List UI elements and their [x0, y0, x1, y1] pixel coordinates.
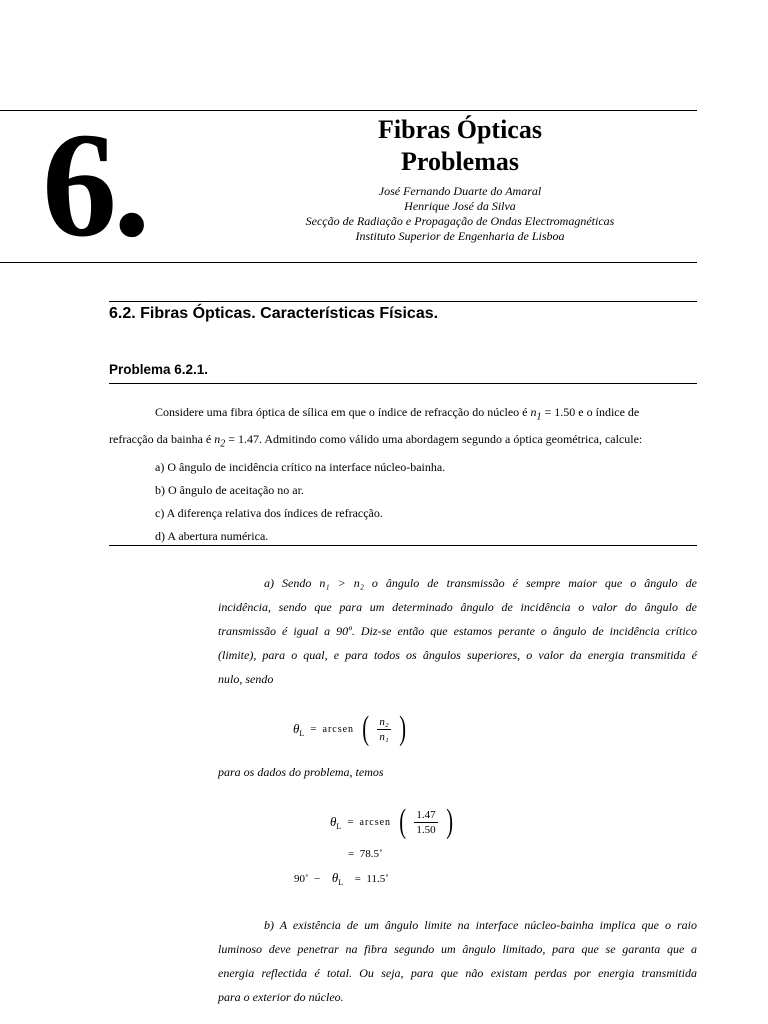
problem-bottom-rule — [109, 545, 697, 546]
answer-b-line-2: luminoso deve penetrar na fibra segundo um ângulo limitado, para que se garanta que a — [218, 942, 697, 956]
answer-b-line-1: b) A existência de um ângulo limite na interface núcleo-bainha implica que o raio — [264, 918, 697, 932]
critical-angle-result: = 78.5˚ — [348, 848, 383, 860]
denominator: 1.50 — [416, 823, 436, 836]
theta-symbol: $\theta_L$ — [330, 813, 342, 831]
affiliation-institute: Instituto Superior de Engenharia de Lisboa — [355, 229, 565, 243]
answer-a-line-4: (limite), para o qual, e para todos os ângulos superiores, o valor da energia transmitida é — [218, 648, 697, 662]
equation-result-critical — [348, 848, 383, 860]
answer-a-line-2: incidência, sendo que para um determinado ângulo de incidência o valor do ângulo de — [218, 600, 697, 614]
author-2: Henrique José da Silva — [404, 199, 516, 213]
question-c: c) A diferença relativa dos índices de refracção. — [155, 505, 383, 520]
statement-line-2: refracção da bainha é $n_2 = 1.47$. Admitindo como válido uma abordagem segundo a óptica geométrica, calcule: — [109, 432, 643, 450]
equals-sign: = — [347, 816, 354, 828]
arcsen-function: arcsen — [359, 816, 392, 828]
complement-prefix: 90˚ − — [294, 872, 326, 885]
author-1: José Fernando Duarte do Amaral — [378, 184, 542, 198]
equation-critical-angle — [293, 712, 408, 746]
problem-statement — [109, 401, 697, 548]
arcsen-function: arcsen — [322, 723, 355, 735]
answer-a-line-5: nulo, sendo — [218, 672, 274, 686]
answer-a-line-3: transmissão é igual a 90º. Diz-se então que estamos perante o ângulo de incidência crítico — [218, 624, 697, 638]
answer-a-line-1: a) Sendo n₁ > n₂ o ângulo de transmissão é sempre maior que o ângulo de — [264, 576, 697, 590]
problem-title: Problema 6.2.1. — [109, 362, 209, 377]
fraction-n2-over-n1 — [377, 715, 390, 744]
theta-symbol: $\theta_L$ — [293, 720, 305, 738]
denominator: n₁ — [379, 730, 389, 743]
numerator: n₂ — [379, 715, 389, 728]
question-d: d) A abertura numérica. — [155, 528, 269, 543]
equation-critical-angle-values — [330, 805, 455, 839]
left-paren: ( — [399, 803, 407, 840]
chapter-title-line2: Problemas — [401, 147, 519, 176]
theta-symbol: $\theta_L$ — [331, 870, 344, 887]
left-paren: ( — [362, 710, 370, 747]
complement-result: = 11.5˚ — [349, 872, 389, 885]
chapter-number: 6. — [42, 102, 147, 268]
equation-complement — [294, 870, 389, 887]
fraction-values — [414, 808, 437, 837]
affiliation-section: Secção de Radiação e Propagação de Ondas Electromagnéticas — [305, 214, 615, 228]
equals-sign: = — [310, 723, 317, 735]
right-paren: ) — [398, 710, 406, 747]
answer-a-between — [218, 760, 697, 784]
answer-a-text — [218, 571, 697, 691]
answer-b-line-4: para o exterior do núcleo. — [218, 990, 344, 1004]
section-title: 6.2. Fibras Ópticas. Características Físicas. — [109, 305, 439, 322]
chapter-title-line1: Fibras Ópticas — [378, 115, 542, 144]
question-a: a) O ângulo de incidência crítico na interface núcleo-bainha. — [155, 459, 446, 474]
author-block — [240, 184, 680, 244]
section-top-rule — [109, 301, 697, 302]
numerator: 1.47 — [416, 808, 436, 821]
answer-b-line-3: energia reflectida é total. Ou seja, para que não existam perdas por energia transmitida — [218, 966, 697, 980]
problem-top-rule — [109, 383, 697, 384]
between-line: para os dados do problema, temos — [218, 765, 384, 779]
statement-line-1: Considere uma fibra óptica de sílica em que o índice de refracção do núcleo é $n_1 = 1.50$ e o índice de — [155, 405, 640, 423]
answer-b-text — [218, 913, 697, 1009]
right-paren: ) — [445, 803, 453, 840]
question-b: b) O ângulo de aceitação no ar. — [155, 482, 304, 497]
